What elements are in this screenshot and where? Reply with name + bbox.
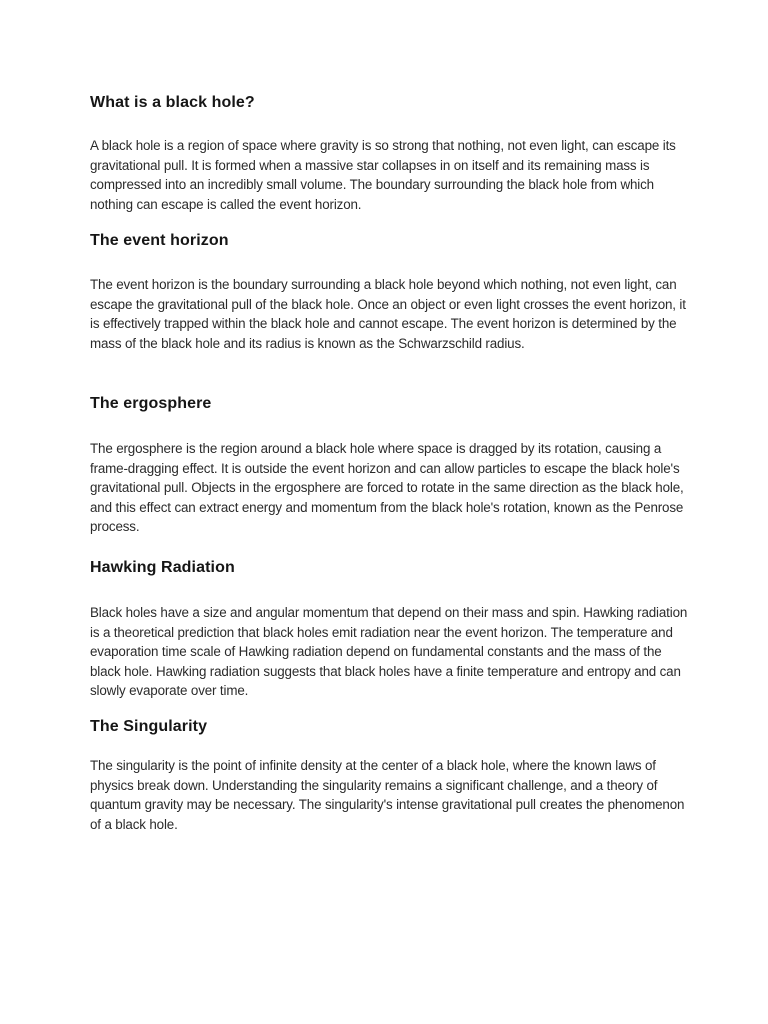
section-heading-singularity: The Singularity (90, 718, 208, 735)
section-body-what-is-a-black-hole: A black hole is a region of space where gravity is so strong that nothing, not even light, can escape its gravitational pull. It is formed when a massive star collapses in on itself and its remaining mass is compressed into an incredibly small volume. The boundary surrounding the black hole from which nothing can escape is called the event horizon. (90, 138, 676, 212)
section-body-ergosphere: The ergosphere is the region around a black hole where space is dragged by its rotation, causing a frame-dragging effect. It is outside the event horizon and can allow particles to escape the black hole's gravitational pull. Objects in the ergosphere are forced to rotate in the same direction as the black hole, and this effect can extract energy and momentum from the black hole's rotation, known as the Penrose process. (90, 441, 684, 535)
section-body-hawking-radiation: Black holes have a size and angular momentum that depend on their mass and spin. Hawking radiation is a theoretical prediction that black holes emit radiation near the event horizon. The temperature and evaporation time scale of Hawking radiation depend on fundamental constants and the mass of the black hole. Hawking radiation suggests that black holes have a finite temperature and entropy and can slowly evaporate over time. (90, 605, 688, 699)
section-heading-event-horizon: The event horizon (90, 232, 229, 249)
section-heading-ergosphere: The ergosphere (90, 395, 212, 412)
section-body-event-horizon: The event horizon is the boundary surrounding a black hole beyond which nothing, not even light, can escape the gravitational pull of the black hole. Once an object or even light crosses the event horizon, it is effectively trapped within the black hole and cannot escape. The event horizon is determined by the mass of the black hole and its radius is known as the Schwarzschild radius. (90, 277, 686, 351)
section-heading-hawking-radiation: Hawking Radiation (90, 559, 235, 576)
section-body-singularity: The singularity is the point of infinite density at the center of a black hole, where the known laws of physics break down. Understanding the singularity remains a significant challenge, and a theory of quantum gravity may be necessary. The singularity's intense gravitational pull creates the phenomenon of a black hole. (90, 758, 685, 832)
section-heading-what-is-a-black-hole: What is a black hole? (90, 94, 255, 111)
